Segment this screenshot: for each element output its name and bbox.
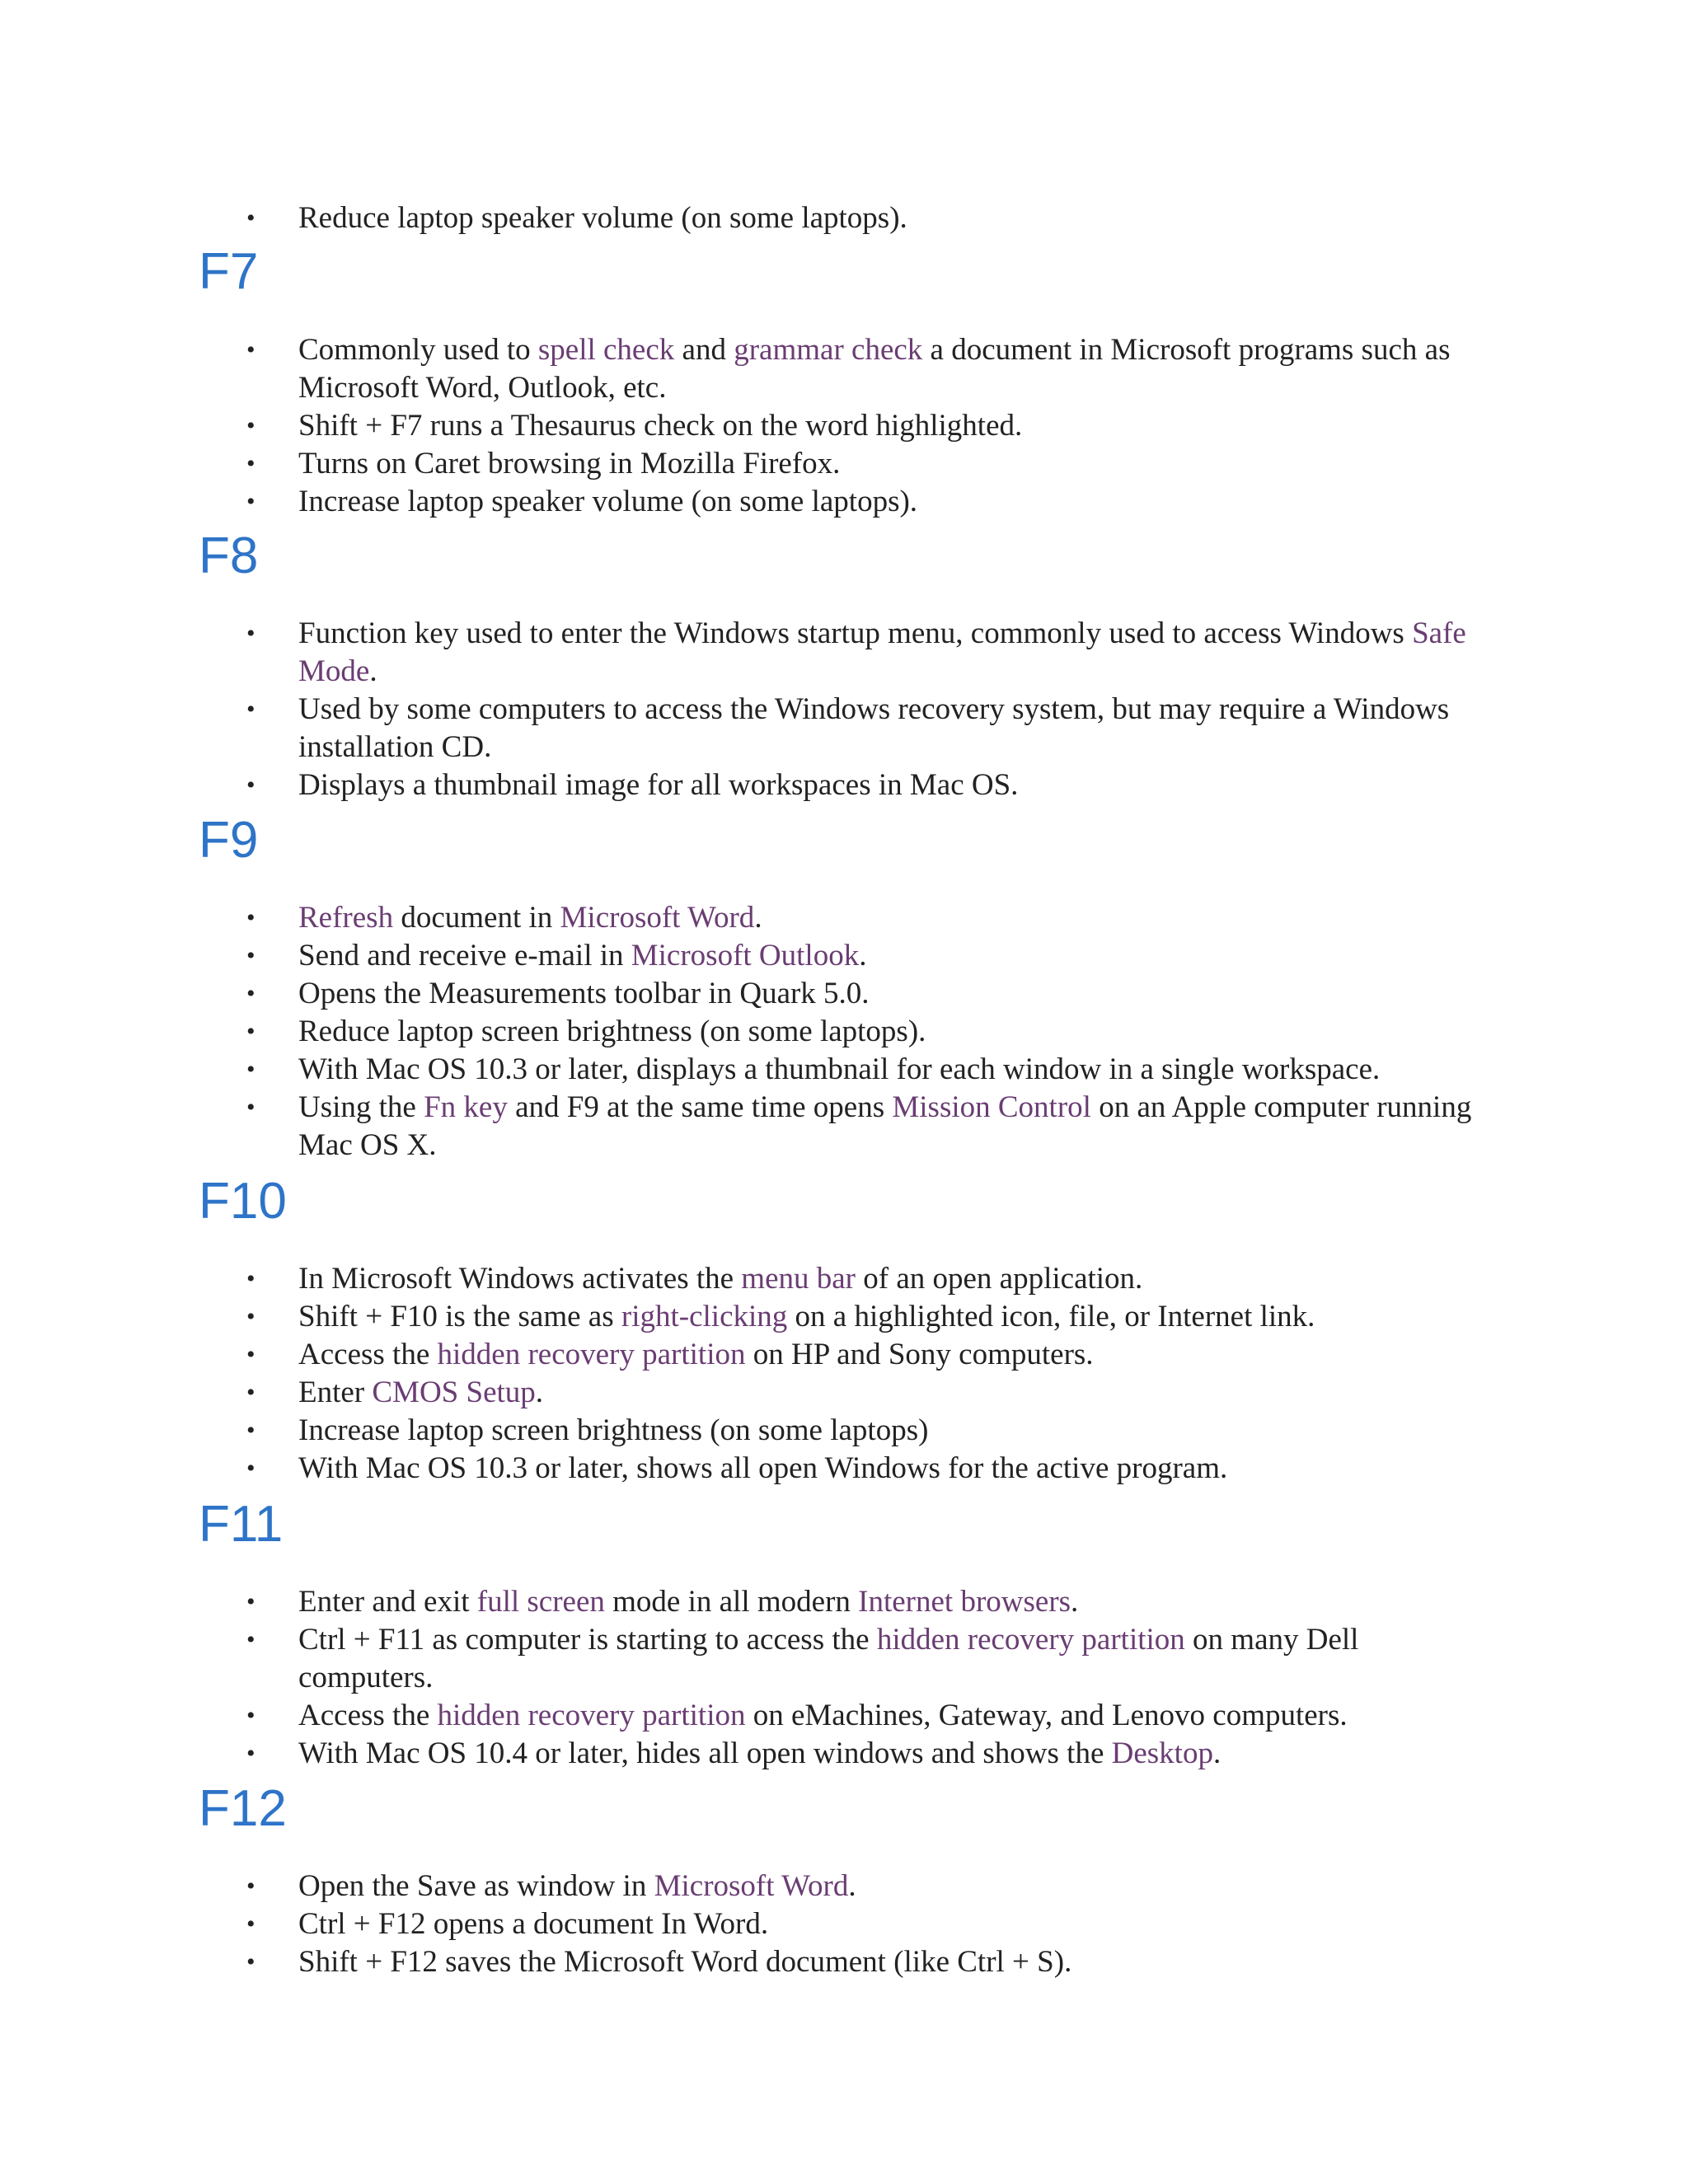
item-text: mode in all modern — [604, 1585, 859, 1619]
list-item — [0, 1583, 1477, 1621]
inline-link[interactable]: CMOS Setup — [372, 1376, 536, 1409]
list-item — [0, 1051, 1477, 1089]
bullet-icon: • — [246, 620, 256, 647]
item-text: With Mac OS 10.4 or later, hides all open windows and shows the — [298, 1736, 1112, 1770]
item-text: of an open application. — [856, 1262, 1143, 1296]
item-text: on an Apple computer running Mac OS X. — [298, 1090, 1472, 1162]
item-text: Commonly used to — [298, 333, 538, 367]
list-item — [0, 483, 1477, 521]
inline-link[interactable]: hidden recovery partition — [437, 1338, 746, 1371]
bullet-list-f7 — [0, 331, 1688, 521]
item-text: on eMachines, Gateway, and Lenovo computers. — [745, 1699, 1348, 1732]
bullet-icon: • — [246, 1341, 256, 1368]
list-item — [0, 937, 1477, 975]
inline-link[interactable]: Safe Mode — [298, 616, 1466, 688]
bullet-icon: • — [246, 1018, 256, 1045]
inline-link[interactable]: Desktop — [1111, 1736, 1213, 1770]
inline-link[interactable]: Refresh — [298, 901, 394, 935]
bullet-icon: • — [246, 1417, 256, 1444]
list-item — [0, 1697, 1477, 1735]
item-text: Access the — [298, 1699, 438, 1732]
bullet-icon: • — [246, 696, 256, 723]
bullet-icon: • — [246, 1740, 256, 1767]
list-item — [0, 691, 1477, 766]
item-text: on many Dell computers. — [298, 1623, 1359, 1694]
list-item — [0, 975, 1477, 1013]
list-item — [0, 199, 1477, 237]
item-text: Used by some computers to access the Windows recovery system, but may require a Windows installation CD. — [298, 692, 1450, 764]
item-text: and — [674, 333, 734, 367]
list-item — [0, 1374, 1477, 1412]
inline-link[interactable]: hidden recovery partition — [437, 1699, 746, 1732]
item-text: Enter and exit — [298, 1585, 477, 1619]
list-item — [0, 1260, 1477, 1298]
list-item — [0, 1905, 1477, 1943]
bullet-list-f12 — [0, 1868, 1688, 1981]
item-text: . — [859, 939, 867, 972]
list-item — [0, 1735, 1477, 1773]
item-text: With Mac OS 10.3 or later, shows all open Windows for the active program. — [298, 1451, 1228, 1485]
bullet-icon: • — [246, 1702, 256, 1729]
inline-link[interactable]: Internet browsers — [858, 1585, 1071, 1619]
item-text: . — [1071, 1585, 1079, 1619]
item-text: Function key used to enter the Windows startup menu, commonly used to access Windows — [298, 616, 1413, 650]
section-heading-f10: F10 — [199, 1173, 287, 1230]
item-text: Increase laptop speaker volume (on some laptops). — [298, 485, 918, 518]
bullet-icon: • — [246, 1588, 256, 1615]
item-text: Open the Save as window in — [298, 1869, 654, 1903]
inline-link[interactable]: Microsoft Word — [560, 901, 755, 935]
item-text: Shift + F7 runs a Thesaurus check on the word highlighted. — [298, 409, 1023, 443]
bullet-icon: • — [246, 1455, 256, 1482]
inline-link[interactable]: Fn key — [424, 1090, 508, 1124]
item-text: In Microsoft Windows activates the — [298, 1262, 742, 1296]
list-item — [0, 1089, 1477, 1165]
bullet-icon: • — [246, 1626, 256, 1653]
bullet-list-f9 — [0, 899, 1688, 1165]
item-text: Increase laptop screen brightness (on some laptops) — [298, 1413, 929, 1447]
list-item — [0, 766, 1477, 804]
item-text: Reduce laptop screen brightness (on some laptops). — [298, 1015, 926, 1048]
list-item — [0, 1868, 1477, 1905]
bullet-icon: • — [246, 942, 256, 969]
bullet-list-f10 — [0, 1260, 1688, 1488]
bullet-icon: • — [246, 488, 256, 515]
list-item — [0, 1621, 1477, 1697]
list-item — [0, 615, 1477, 691]
item-text: Using the — [298, 1090, 424, 1124]
bullet-icon: • — [246, 412, 256, 439]
bullet-icon: • — [246, 336, 256, 363]
item-text: Displays a thumbnail image for all workspaces in Mac OS. — [298, 768, 1019, 802]
item-text: . — [535, 1376, 544, 1409]
inline-link[interactable]: grammar check — [734, 333, 923, 367]
section-heading-f12: F12 — [199, 1780, 287, 1837]
item-text: Shift + F10 is the same as — [298, 1300, 621, 1333]
list-item — [0, 1450, 1477, 1488]
list-item — [0, 1336, 1477, 1374]
inline-link[interactable]: Microsoft Word — [654, 1869, 849, 1903]
inline-link[interactable]: full screen — [476, 1585, 605, 1619]
item-text: Opens the Measurements toolbar in Quark 5.0. — [298, 977, 870, 1010]
inline-link[interactable]: right-clicking — [621, 1300, 788, 1333]
item-text: Reduce laptop speaker volume (on some laptops). — [298, 201, 907, 235]
section-heading-f7: F7 — [199, 243, 259, 300]
list-item — [0, 407, 1477, 445]
item-text: . — [369, 654, 377, 688]
bullet-list-top — [0, 199, 1688, 237]
bullet-list-f11 — [0, 1583, 1688, 1773]
inline-link[interactable]: menu bar — [741, 1262, 856, 1296]
list-item — [0, 1943, 1477, 1981]
item-text: Shift + F12 saves the Microsoft Word document (like Ctrl + S). — [298, 1945, 1072, 1979]
list-item — [0, 899, 1477, 937]
item-text: Ctrl + F11 as computer is starting to access the — [298, 1623, 877, 1657]
bullet-icon: • — [246, 1303, 256, 1330]
bullet-icon: • — [246, 1056, 256, 1083]
item-text: Send and receive e-mail in — [298, 939, 631, 972]
item-text: Enter — [298, 1376, 373, 1409]
bullet-icon: • — [246, 904, 256, 931]
bullet-icon: • — [246, 1265, 256, 1292]
bullet-icon: • — [246, 980, 256, 1007]
bullet-icon: • — [246, 450, 256, 477]
item-text: on HP and Sony computers. — [745, 1338, 1094, 1371]
item-text: document in — [393, 901, 560, 935]
list-item — [0, 1298, 1477, 1336]
item-text: Turns on Caret browsing in Mozilla Firefox. — [298, 447, 841, 480]
item-text: Access the — [298, 1338, 438, 1371]
inline-link[interactable]: Mission Control — [892, 1090, 1091, 1124]
list-item — [0, 331, 1477, 407]
bullet-icon: • — [246, 1910, 256, 1938]
bullet-icon: • — [246, 1948, 256, 1975]
item-text: . — [754, 901, 762, 935]
bullet-list-f8 — [0, 615, 1688, 804]
list-item — [0, 1412, 1477, 1450]
item-text: Ctrl + F12 opens a document In Word. — [298, 1907, 769, 1941]
inline-link[interactable]: spell check — [537, 333, 675, 367]
bullet-icon: • — [246, 771, 256, 799]
item-text: and F9 at the same time opens — [507, 1090, 893, 1124]
inline-link[interactable]: hidden recovery partition — [876, 1623, 1185, 1657]
section-heading-f9: F9 — [199, 812, 259, 869]
section-heading-f11: F11 — [199, 1496, 284, 1553]
item-text: . — [1212, 1736, 1221, 1770]
item-text: With Mac OS 10.3 or later, displays a thumbnail for each window in a single workspace. — [298, 1052, 1381, 1086]
bullet-icon: • — [246, 1379, 256, 1406]
bullet-icon: • — [246, 1094, 256, 1121]
list-item — [0, 445, 1477, 483]
item-text: . — [848, 1869, 856, 1903]
item-text: on a highlighted icon, file, or Internet link. — [787, 1300, 1315, 1333]
list-item — [0, 1013, 1477, 1051]
bullet-icon: • — [246, 204, 256, 232]
bullet-icon: • — [246, 1872, 256, 1900]
inline-link[interactable]: Microsoft Outlook — [631, 939, 860, 972]
section-heading-f8: F8 — [199, 527, 259, 584]
item-text: a document in Microsoft programs such as Microsoft Word, Outlook, etc. — [298, 333, 1451, 405]
